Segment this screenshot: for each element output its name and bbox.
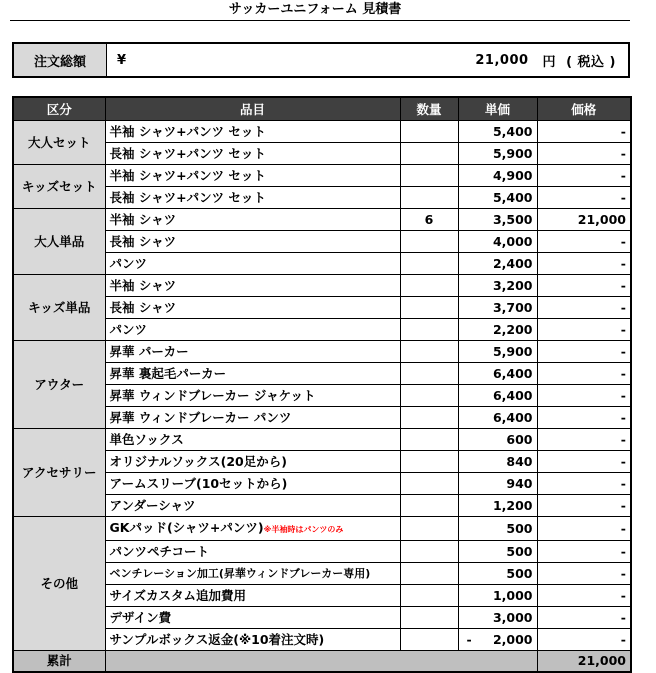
table-row xyxy=(13,319,631,341)
amount-cell: - xyxy=(537,187,631,209)
unit-price-cell xyxy=(458,143,537,165)
item-cell xyxy=(105,473,400,495)
amount-cell: - xyxy=(537,297,631,319)
item-cell xyxy=(105,363,400,385)
header-category: 区分 xyxy=(13,97,105,121)
quantity-cell[interactable] xyxy=(400,495,458,517)
negative-sign: - xyxy=(466,632,472,647)
item-name: 長袖 シャツ xyxy=(109,234,177,249)
quantity-cell[interactable] xyxy=(400,473,458,495)
unit-price-cell xyxy=(458,585,537,607)
quantity-cell[interactable] xyxy=(400,385,458,407)
quantity-cell[interactable] xyxy=(400,607,458,629)
amount-cell: - xyxy=(537,231,631,253)
item-cell xyxy=(105,297,400,319)
item-cell xyxy=(105,607,400,629)
item-name: GKパッド(シャツ+パンツ) xyxy=(109,520,264,535)
quantity-cell[interactable] xyxy=(400,165,458,187)
document-title: サッカーユニフォーム 見積書 xyxy=(228,2,402,17)
table-row xyxy=(13,495,631,517)
table-row xyxy=(13,563,631,585)
item-name: 半袖 シャツ xyxy=(109,278,177,293)
item-name: 長袖 シャツ xyxy=(109,300,177,315)
item-name: パンツ xyxy=(109,322,148,337)
table-row xyxy=(13,363,631,385)
unit-price-cell xyxy=(458,517,537,541)
order-total-box xyxy=(12,42,630,78)
unit-price-value: 3,000 xyxy=(492,610,533,625)
category-cell: アクセサリー xyxy=(13,429,105,517)
table-row xyxy=(13,407,631,429)
amount-cell: - xyxy=(537,407,631,429)
item-cell xyxy=(105,187,400,209)
table-row xyxy=(13,275,631,297)
unit-price-value: 5,400 xyxy=(492,190,533,205)
amount-cell: - xyxy=(537,253,631,275)
table-row xyxy=(13,121,631,143)
unit-price-cell xyxy=(458,407,537,429)
amount-cell: - xyxy=(537,629,631,651)
quantity-cell[interactable] xyxy=(400,363,458,385)
quantity-cell[interactable] xyxy=(400,541,458,563)
quantity-cell[interactable] xyxy=(400,341,458,363)
unit-price-cell xyxy=(458,231,537,253)
unit-price-cell xyxy=(458,429,537,451)
table-row xyxy=(13,451,631,473)
unit-price-value: 3,500 xyxy=(492,212,533,227)
unit-price-cell xyxy=(458,209,537,231)
category-cell: 大人セット xyxy=(13,121,105,165)
unit-price-cell xyxy=(458,473,537,495)
amount-cell: - xyxy=(537,495,631,517)
table-row xyxy=(13,585,631,607)
item-cell xyxy=(105,407,400,429)
summary-row xyxy=(13,651,631,673)
table-row xyxy=(13,517,631,541)
category-cell: キッズセット xyxy=(13,165,105,209)
quantity-cell[interactable] xyxy=(400,517,458,541)
item-note: ※半袖時はパンツのみ xyxy=(263,525,344,534)
header-amount: 価格 xyxy=(537,97,631,121)
item-name: 半袖 シャツ+パンツ セット xyxy=(109,124,266,139)
table-row xyxy=(13,541,631,563)
table-header-row xyxy=(13,97,631,121)
table-row xyxy=(13,143,631,165)
unit-price-cell xyxy=(458,563,537,585)
unit-price-value: 940 xyxy=(506,476,533,491)
unit-price-value: 500 xyxy=(506,566,533,581)
table-row xyxy=(13,231,631,253)
quantity-cell[interactable] xyxy=(400,629,458,651)
unit-price-cell xyxy=(458,607,537,629)
quantity-cell[interactable] xyxy=(400,451,458,473)
amount-cell: - xyxy=(537,563,631,585)
table-row xyxy=(13,209,631,231)
item-name: 昇華 パーカー xyxy=(109,344,189,359)
amount-cell: - xyxy=(537,121,631,143)
unit-price-value: 2,000 xyxy=(492,632,533,647)
item-cell xyxy=(105,165,400,187)
table-row xyxy=(13,253,631,275)
category-cell: その他 xyxy=(13,517,105,651)
quantity-cell[interactable] xyxy=(400,187,458,209)
unit-price-value: 600 xyxy=(506,432,533,447)
unit-price-cell xyxy=(458,275,537,297)
item-cell xyxy=(105,253,400,275)
tax-note: ( 税込 ) xyxy=(566,54,616,70)
yen-symbol: ¥ xyxy=(117,52,127,68)
item-cell xyxy=(105,143,400,165)
unit-price-value: 4,900 xyxy=(492,168,533,183)
item-name: パンツペチコート xyxy=(109,544,210,559)
unit-price-value: 2,200 xyxy=(492,322,533,337)
table-row xyxy=(13,187,631,209)
table-row xyxy=(13,473,631,495)
unit-price-cell xyxy=(458,253,537,275)
item-name: アンダーシャツ xyxy=(109,498,196,513)
unit-price-value: 5,400 xyxy=(492,124,533,139)
item-cell xyxy=(105,495,400,517)
header-unit-price: 単価 xyxy=(458,97,537,121)
unit-price-cell xyxy=(458,121,537,143)
unit-price-cell xyxy=(458,629,537,651)
item-cell xyxy=(105,121,400,143)
amount-cell: 21,000 xyxy=(537,209,631,231)
item-name: 長袖 シャツ+パンツ セット xyxy=(109,146,266,161)
table-row xyxy=(13,297,631,319)
summary-amount: 21,000 xyxy=(537,651,631,673)
category-cell: アウター xyxy=(13,341,105,429)
item-cell xyxy=(105,585,400,607)
item-name: 昇華 ウィンドブレーカー パンツ xyxy=(109,410,292,425)
unit-price-value: 4,000 xyxy=(492,234,533,249)
item-name: サンプルボックス返金(※10着注文時) xyxy=(109,632,325,647)
amount-cell: - xyxy=(537,385,631,407)
item-name: 長袖 シャツ+パンツ セット xyxy=(109,190,266,205)
unit-price-value: 3,200 xyxy=(492,278,533,293)
item-cell xyxy=(105,231,400,253)
unit-price-cell xyxy=(458,385,537,407)
item-name: アームスリーブ(10セットから) xyxy=(109,476,288,491)
amount-cell: - xyxy=(537,143,631,165)
order-total-label: 注文総額 xyxy=(14,44,107,76)
item-cell xyxy=(105,563,400,585)
table-row xyxy=(13,341,631,363)
unit-price-cell xyxy=(458,319,537,341)
item-cell xyxy=(105,385,400,407)
unit-price-value: 1,000 xyxy=(492,588,533,603)
item-name: オリジナルソックス(20足から) xyxy=(109,454,287,469)
amount-cell: - xyxy=(537,275,631,297)
item-cell xyxy=(105,429,400,451)
amount-cell: - xyxy=(537,319,631,341)
amount-cell: - xyxy=(537,607,631,629)
item-cell xyxy=(105,275,400,297)
item-cell xyxy=(105,209,400,231)
amount-cell: - xyxy=(537,517,631,541)
item-name: 昇華 裏起毛パーカー xyxy=(109,366,227,381)
item-cell xyxy=(105,629,400,651)
table-row xyxy=(13,385,631,407)
unit-price-value: 3,700 xyxy=(492,300,533,315)
quantity-cell[interactable] xyxy=(400,253,458,275)
header-item: 品目 xyxy=(105,97,400,121)
amount-cell: - xyxy=(537,165,631,187)
unit-price-value: 2,400 xyxy=(492,256,533,271)
table-row xyxy=(13,607,631,629)
quantity-cell[interactable] xyxy=(400,407,458,429)
unit-price-value: 500 xyxy=(506,521,533,536)
unit-price-value: 840 xyxy=(506,454,533,469)
amount-cell: - xyxy=(537,541,631,563)
quantity-cell[interactable] xyxy=(400,429,458,451)
unit-price-cell xyxy=(458,363,537,385)
item-name: パンツ xyxy=(109,256,148,271)
summary-label: 累計 xyxy=(13,651,105,673)
item-name: デザイン費 xyxy=(109,610,172,625)
category-cell: 大人単品 xyxy=(13,209,105,275)
item-name: 半袖 シャツ xyxy=(109,212,177,227)
summary-spacer xyxy=(105,651,537,673)
table-row xyxy=(13,629,631,651)
unit-price-cell xyxy=(458,451,537,473)
unit-price-value: 1,200 xyxy=(492,498,533,513)
amount-cell: - xyxy=(537,451,631,473)
category-cell: キッズ単品 xyxy=(13,275,105,341)
amount-cell: - xyxy=(537,585,631,607)
quantity-cell[interactable] xyxy=(400,585,458,607)
unit-price-value: 500 xyxy=(506,544,533,559)
amount-cell: - xyxy=(537,341,631,363)
item-name: 半袖 シャツ+パンツ セット xyxy=(109,168,266,183)
item-cell xyxy=(105,517,400,541)
quantity-cell[interactable] xyxy=(400,143,458,165)
unit-price-cell xyxy=(458,165,537,187)
quantity-cell[interactable] xyxy=(400,121,458,143)
unit-price-value: 6,400 xyxy=(492,410,533,425)
quantity-cell[interactable] xyxy=(400,297,458,319)
quantity-cell[interactable] xyxy=(400,275,458,297)
header-quantity: 数量 xyxy=(400,97,458,121)
unit-price-value: 6,400 xyxy=(492,366,533,381)
quantity-cell[interactable] xyxy=(400,563,458,585)
amount-cell: - xyxy=(537,473,631,495)
currency-unit: 円 xyxy=(542,54,557,70)
unit-price-cell xyxy=(458,341,537,363)
unit-price-cell xyxy=(458,541,537,563)
item-name: 昇華 ウィンドブレーカー ジャケット xyxy=(109,388,316,403)
item-cell xyxy=(105,341,400,363)
order-total-amount: 21,000 xyxy=(475,52,529,68)
item-cell xyxy=(105,319,400,341)
unit-price-cell xyxy=(458,297,537,319)
unit-price-cell xyxy=(458,187,537,209)
order-total-value xyxy=(177,44,628,76)
table-body xyxy=(13,121,631,651)
unit-price-value: 5,900 xyxy=(492,146,533,161)
item-name: ベンチレーション加工(昇華ウィンドブレーカー専用) xyxy=(109,567,371,580)
amount-cell: - xyxy=(537,363,631,385)
unit-price-value: 6,400 xyxy=(492,388,533,403)
title-underline xyxy=(10,20,630,21)
table-row xyxy=(13,165,631,187)
quantity-cell[interactable] xyxy=(400,319,458,341)
item-name: サイズカスタム追加費用 xyxy=(109,588,247,603)
unit-price-cell xyxy=(458,495,537,517)
quantity-cell[interactable]: 6 xyxy=(400,209,458,231)
item-cell xyxy=(105,451,400,473)
quantity-cell[interactable] xyxy=(400,231,458,253)
amount-cell: - xyxy=(537,429,631,451)
estimate-table xyxy=(12,96,632,673)
item-cell xyxy=(105,541,400,563)
item-name: 単色ソックス xyxy=(109,432,184,447)
unit-price-value: 5,900 xyxy=(492,344,533,359)
table-row xyxy=(13,429,631,451)
